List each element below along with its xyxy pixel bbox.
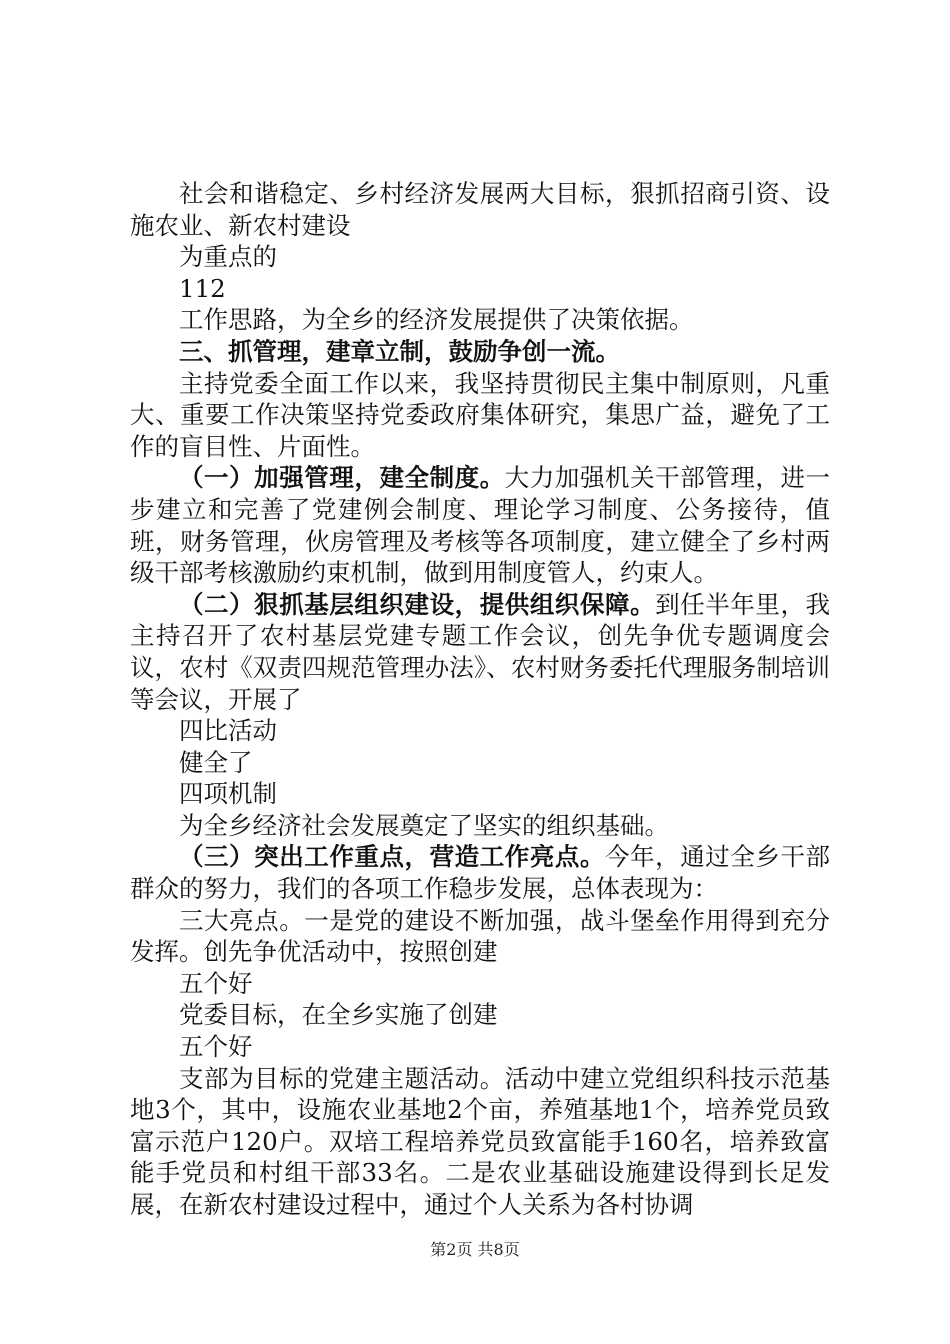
paragraph-fragment: 112 [179,273,226,303]
paragraph [130,589,830,715]
paragraph-fragment: 四比活动 [179,716,277,746]
paragraph: 社会和谐稳定、乡村经济发展两大目标，狠抓招商引资、设施农业、新农村建设 [130,179,830,240]
paragraph-body: 大力加强机关干部管理，进一步建立和完善了党建例会制度、理论学习制度、公务接待，值班，财务管理，伙房管理及考核等各项制度，建立健全了乡村两级干部考核激励约束机制，做到用制度管人，约束人。 [130,463,830,588]
page-footer: 第2页 共8页 [430,1240,520,1259]
paragraph: 支部为目标的党建主题活动。活动中建立党组织科技示范基地3个，其中，设施农业基地2个亩，养殖基地1个，培养党员致富示范户120户。双培工程培养党员致富能手160名，培养致富能手党员和村组干部33名。二是农业基础设施建设得到长足发展，在新农村建设过程中，通过个人关系为各村协调 [130,1063,830,1219]
paragraph-fragment: 五个好 [179,968,253,998]
subsection-heading: （一）加强管理，建全制度。 [179,463,505,493]
paragraph [130,462,830,588]
paragraph-fragment: 党委目标，在全乡实施了创建 [179,1000,498,1030]
paragraph-fragment: 健全了 [179,747,253,777]
subsection-heading: （三）突出工作重点，营造工作亮点。 [179,842,606,872]
section-heading: 三、抓管理，建章立制，鼓励争创一流。 [179,336,620,366]
paragraph-body: 今年，通过全乡干部群众的努力，我们的各项工作稳步发展，总体表现为： [130,842,831,904]
paragraph-fragment: 工作思路，为全乡的经济发展提供了决策依据。 [179,305,694,335]
paragraph [130,841,830,904]
paragraph-fragment: 为全乡经济社会发展奠定了坚实的组织基础。 [179,810,669,840]
paragraph: 主持党委全面工作以来，我坚持贯彻民主集中制原则，凡重大、重要工作决策坚持党委政府集体研究，集思广益，避免了工作的盲目性、片面性。 [130,368,830,461]
paragraph: 三大亮点。一是党的建设不断加强，战斗堡垒作用得到充分发挥。创先争优活动中，按照创建 [130,905,830,967]
paragraph-fragment: 为重点的 [179,242,277,272]
document-body [130,178,830,1221]
subsection-heading: （二）狠抓基层组织建设，提供组织保障。 [179,589,656,619]
paragraph-fragment: 五个好 [179,1032,253,1062]
paragraph-fragment: 四项机制 [179,779,277,809]
paragraph-body: 到任半年里，我主持召开了农村基层党建专题工作会议，创先争优专题调度会议，农村《双责四规范管理办法》、农村财务委托代理服务制培训等会议，开展了 [130,589,830,714]
